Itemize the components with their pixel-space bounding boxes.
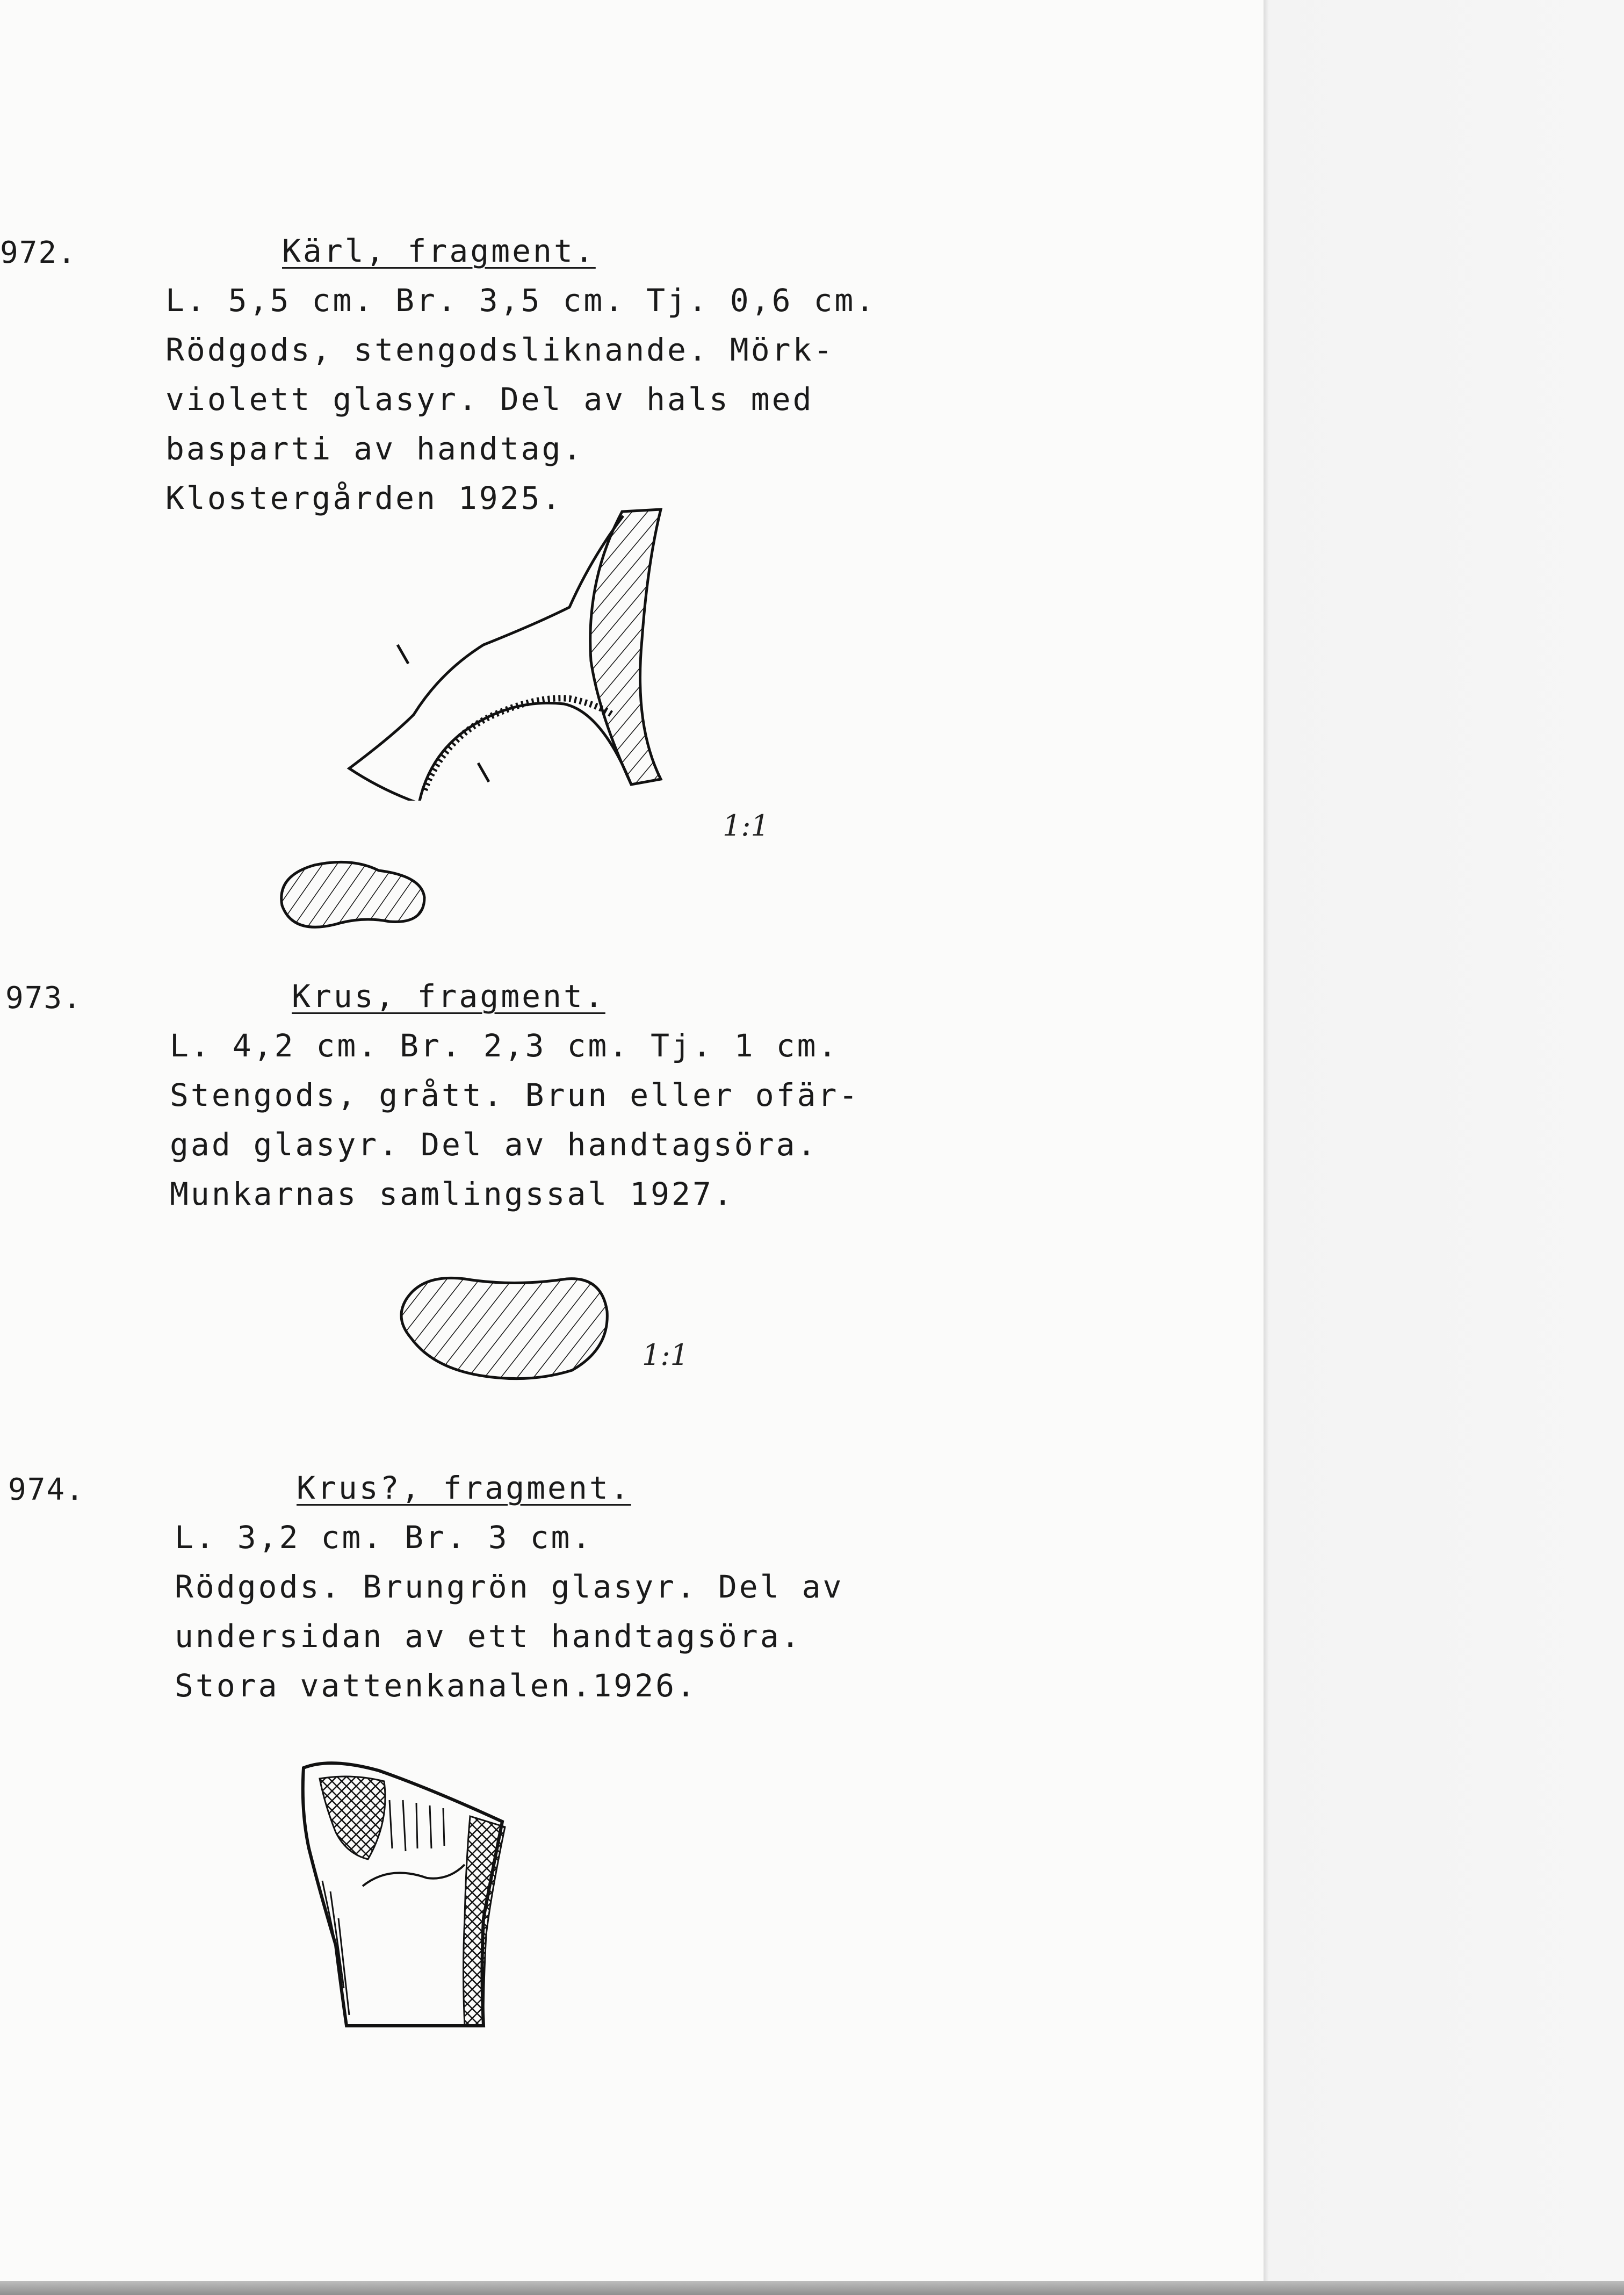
entry-heading: Kärl, fragment.: [282, 233, 596, 269]
fragment-drawing-974: [298, 1757, 578, 2037]
entry-line: Rödgods, stengodsliknande. Mörk-: [165, 332, 835, 368]
page-edge-shadow: [1264, 0, 1624, 2295]
entry-line: Rödgods. Brungrön glasyr. Del av: [175, 1569, 844, 1605]
entry-line: basparti av handtag.: [165, 430, 584, 467]
cross-section-972: [271, 854, 432, 935]
entry-line: gad glasyr. Del av handtagsöra.: [170, 1126, 818, 1163]
entry-number: 972.: [0, 235, 77, 270]
bottom-edge-shadow: [0, 2281, 1624, 2295]
entry-line: Munkarnas samlingssal 1927.: [170, 1176, 734, 1212]
entry-line: violett glasyr. Del av hals med: [165, 381, 814, 418]
scale-label: 1:1: [723, 809, 769, 843]
entry-line: undersidan av ett handtagsöra.: [175, 1618, 802, 1654]
entry-line: Klostergården 1925.: [165, 480, 563, 516]
cross-section-973: [389, 1268, 615, 1386]
entry-line: L. 5,5 cm. Br. 3,5 cm. Tj. 0,6 cm.: [165, 282, 877, 319]
fragment-drawing-972: [333, 500, 720, 801]
entry-heading: Krus, fragment.: [292, 978, 605, 1015]
entry-heading: Krus?, fragment.: [297, 1470, 631, 1506]
entry-line: L. 4,2 cm. Br. 2,3 cm. Tj. 1 cm.: [170, 1027, 839, 1064]
entry-line: L. 3,2 cm. Br. 3 cm.: [175, 1519, 593, 1556]
entry-line: Stora vattenkanalen.1926.: [175, 1667, 697, 1704]
entry-number: 974.: [8, 1472, 85, 1507]
entry-line: Stengods, grått. Brun eller ofär-: [170, 1077, 860, 1113]
entry-number: 973.: [5, 981, 82, 1016]
scale-label: 1:1: [642, 1338, 689, 1372]
